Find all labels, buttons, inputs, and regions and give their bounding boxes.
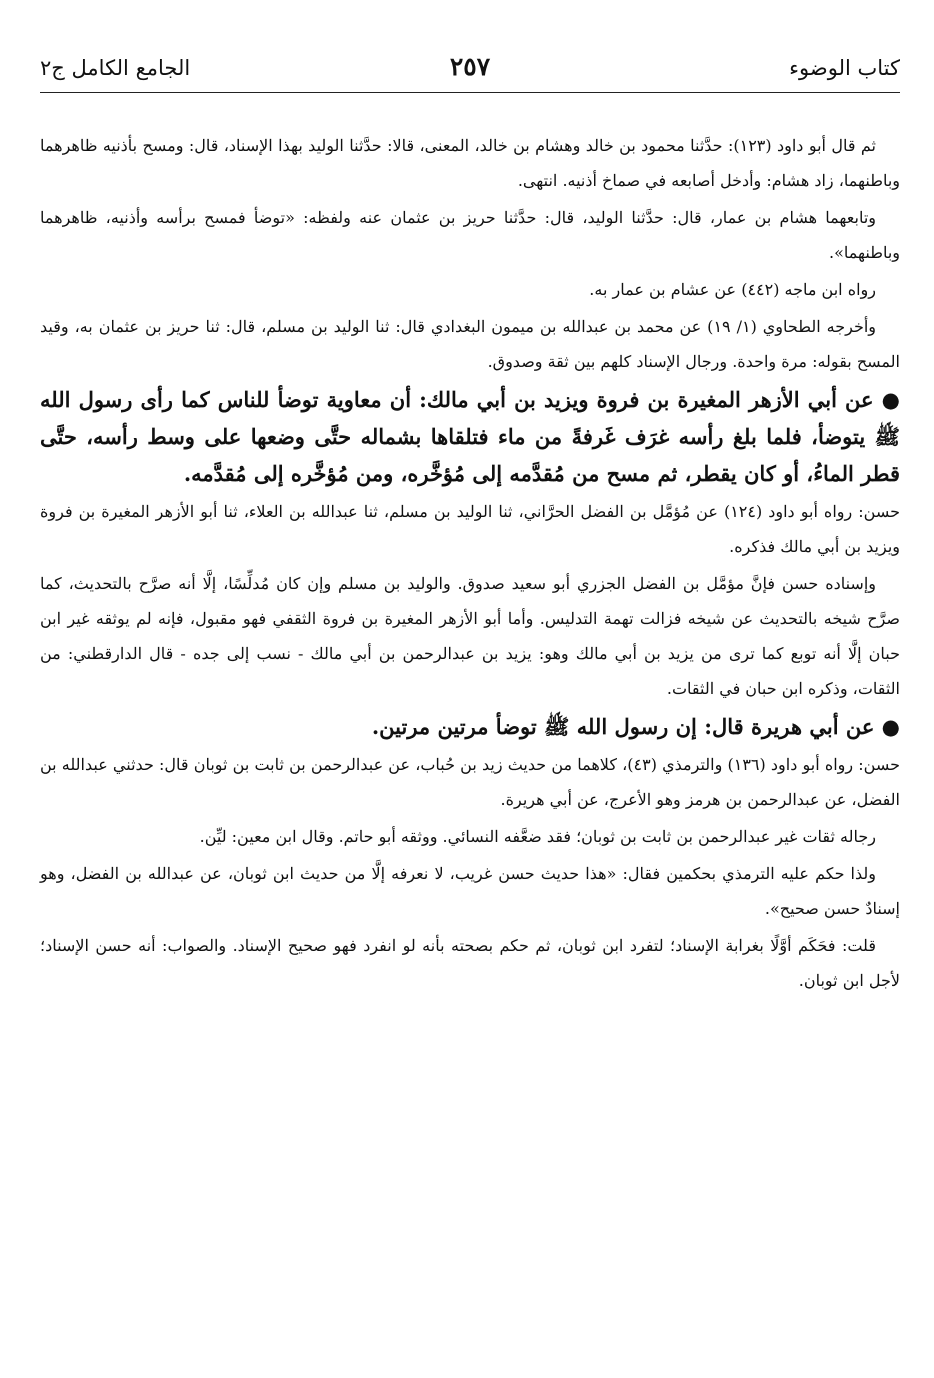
header-rule [40,92,900,93]
page-header [40,50,900,90]
commentary-paragraph: حسن: رواه أبو داود (١٢٤) عن مُؤمَّل بن الفضل الحرَّاني، ثنا الوليد بن مسلم، ثنا عبدالله بن العلاء، ثنا أبو الأزهر المغيرة بن فروة ويزيد بن أبي مالك فذكره. [40,502,900,556]
book-title: الجامع الكامل ج٢ [40,56,191,80]
commentary-paragraph: ولذا حكم عليه الترمذي بحكمين فقال: «هذا حديث حسن غريب، لا نعرفه إلَّا من حديث ابن ثوبان، عن عبدالله بن الفضل، وهو إسنادٌ حسن صحيح». [40,864,900,918]
commentary-paragraph: رجاله ثقات غير عبدالرحمن بن ثابت بن ثوبان؛ فقد ضعَّفه النسائي. ووثقه أبو حاتم. وقال ابن معين: ليِّن. [199,827,876,846]
commentary-paragraph: وأخرجه الطحاوي (١/ ١٩) عن محمد بن عبدالله بن ميمون البغدادي قال: ثنا الوليد بن مسلم، قال: ثنا حريز بن عثمان به، وقيد المسح بقوله: مرة واحدة. ورجال الإسناد كلهم بين ثقة وصدوق. [40,317,900,371]
page-body [40,128,900,998]
book-page [40,50,901,990]
chapter-title: كتاب الوضوء [789,56,900,80]
commentary-paragraph: حسن: رواه أبو داود (١٣٦) والترمذي (٤٣)، كلاهما من حديث زيد بن حُباب، عن عبدالرحمن بن ثابت بن ثوبان قال: حدثني عبدالله بن الفضل، عن عبدالرحمن بن هرمز وهو الأعرج، عن أبي هريرة. [40,755,901,809]
commentary-paragraph: وتابعهما هشام بن عمار، قال: حدَّثنا الوليد، قال: حدَّثنا حريز بن عثمان عنه ولفظه: «توضأ فمسح برأسه وأذنيه، ظاهرهما وباطنهما». [40,208,900,262]
hadith-text: ● عن أبي هريرة قال: إن رسول الله ﷺ توضأ مرتين مرتين. [371,714,900,739]
commentary-paragraph: وإسناده حسن فإنَّ مؤمَّل بن الفضل الجزري أبو سعيد صدوق. والوليد بن مسلم وإن كان مُدلِّسًا، إلَّا أنه صرَّح بالتحديث، كما صرَّح شيخه بالتحديث عن شيخه فزالت تهمة التدليس. وأما أبو الأزهر المغيرة بن فروة الثقفي فهو مقبول، فإنه لم يوثقه غير ابن حبان إلَّا أنه توبع كما ترى من يزيد بن أبي مالك وهو: يزيد بن عبدالرحمن بن أبي مالك - نسب إلى جده - قال الدارقطني: من الثقات، وذكره ابن حبان في الثقات. [40,574,901,698]
commentary-paragraph: رواه ابن ماجه (٤٤٢) عن عشام بن عمار به. [589,280,876,299]
page-number: ٢٥٧ [449,52,491,81]
commentary-paragraph: قلت: فحَكَم أوَّلًا بغرابة الإسناد؛ لتفرد ابن ثوبان، ثم حكم بصحته بأنه لو انفرد فهو صحيح الإسناد. والصواب: أنه حسن الإسناد؛ لأجل ابن ثوبان. [40,936,900,990]
commentary-paragraph: ثم قال أبو داود (١٢٣): حدَّثنا محمود بن خالد وهشام بن خالد، المعنى، قالا: حدَّثنا الوليد بهذا الإسناد، قال: ومسح بأذنيه ظاهرهما وباطنهما، زاد هشام: وأدخل أصابعه في صماخ أذنيه. انتهى. [40,136,900,190]
hadith-text: ● عن أبي الأزهر المغيرة بن فروة ويزيد بن أبي مالك: أن معاوية توضأ للناس كما رأى رسول الله ﷺ يتوضأ، فلما بلغ رأسه غرَف غَرفةً من ماء فتلقاها بشماله حتَّى وضعها على وسط رأسه، حتَّى قطر الماءُ، أو كان يقطر، ثم مسح من مُقدَّمه إلى مُؤخَّره، ومن مُؤخَّره إلى مُقدَّمه. [40,387,900,486]
